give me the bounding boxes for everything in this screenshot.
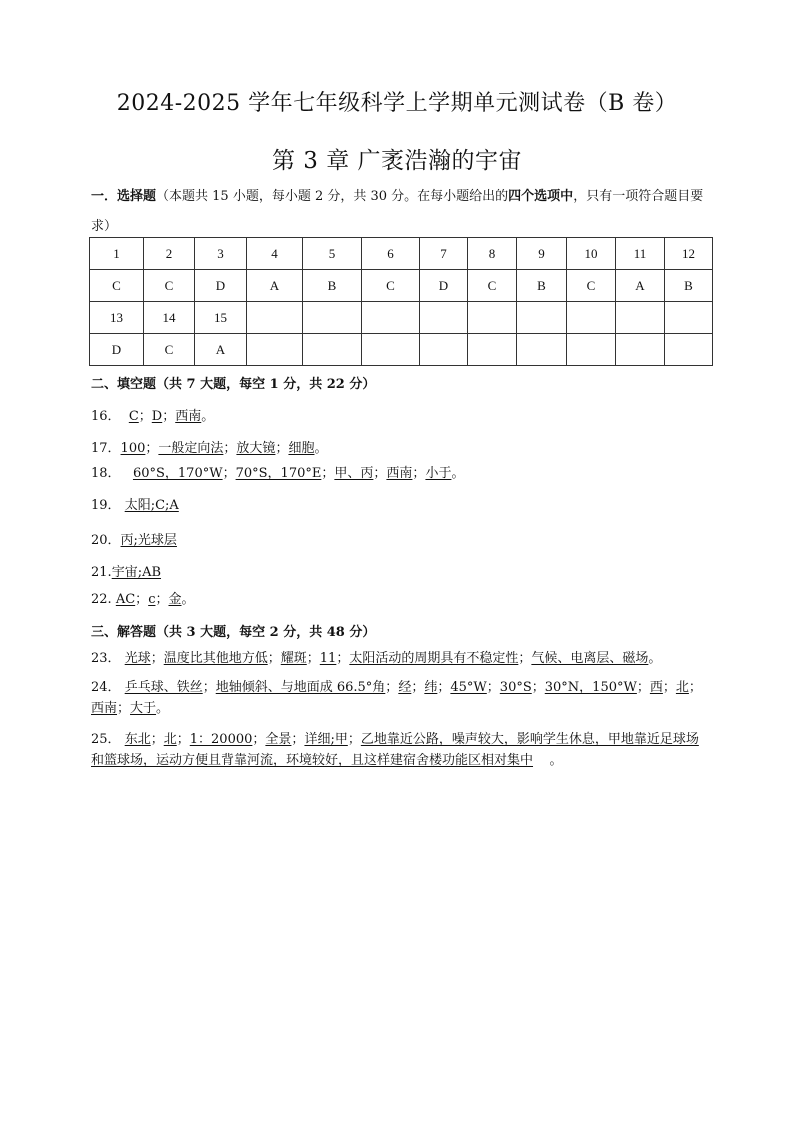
question-number: 16． [91, 409, 121, 424]
section-answer-heading: 三、解答题（共 3 大题，每空 2 分，共 48 分） [91, 625, 376, 640]
table-cell: B [303, 270, 362, 302]
question-number: 17． [91, 441, 121, 456]
question-number: 20． [91, 533, 121, 548]
answer-blank: AC [115, 592, 136, 607]
table-cell [420, 334, 468, 366]
table-cell [517, 334, 567, 366]
answer-blank: 乙地靠近公路，噪声较大，影响学生休息，甲地靠近足球场和篮球场，运动方便且背靠河流，环境较好，且这样建宿舍楼功能区相对集中 [91, 732, 699, 768]
table-cell: C [468, 270, 517, 302]
table-cell: 9 [517, 238, 567, 270]
table-cell: D [420, 270, 468, 302]
answer-blank: 太阳;C;A [124, 498, 179, 513]
table-cell: B [665, 270, 713, 302]
end-punct: 。 [156, 701, 170, 716]
question-23: 23． 光球；温度比其他地方低；耀斑；11；太阳活动的周期具有不稳定性；气候、电离层、磁场。 [91, 651, 662, 666]
answer-blank: 太阳活动的周期具有不稳定性 [349, 651, 519, 666]
answer-blank: 乒乓球、铁丝 [124, 680, 203, 695]
table-cell: A [195, 334, 247, 366]
table-cell [567, 302, 616, 334]
question-19 [91, 494, 179, 513]
table-cell: C [90, 270, 144, 302]
end-punct: 。 [451, 466, 465, 481]
table-cell: 1 [90, 238, 144, 270]
table-row [90, 238, 713, 270]
table-cell: 10 [567, 238, 616, 270]
answer-blank: 30°N，150°W [544, 680, 637, 695]
table-row [90, 334, 713, 366]
table-cell: 7 [420, 238, 468, 270]
section-desc-tail: ，只有一项符合题目要求） [91, 189, 704, 234]
table-cell [362, 302, 420, 334]
table-cell: 15 [195, 302, 247, 334]
table-cell: D [195, 270, 247, 302]
table-cell: 13 [90, 302, 144, 334]
answer-blank: 70°S，170°E [235, 466, 322, 481]
end-punct: 。 [314, 441, 328, 456]
answer-blank: 西 [649, 680, 663, 695]
question-number: 25． [91, 732, 121, 747]
section-desc: （本题共 15 小题，每小题 2 分，共 30 分。在每小题给出的 [156, 189, 509, 204]
table-cell: 3 [195, 238, 247, 270]
table-cell: B [517, 270, 567, 302]
answer-blank: C [128, 409, 139, 424]
question-number: 19． [91, 498, 121, 513]
question-18: 18． 60°S，170°W；70°S，170°E；甲、丙；西南；小于。 [91, 466, 465, 481]
table-cell [303, 302, 362, 334]
section-label: 一．选择题 [91, 189, 157, 204]
end-punct: 。 [181, 592, 195, 607]
answer-blank: 纬 [424, 680, 438, 695]
question-20 [91, 529, 177, 548]
section-desc-bold: 四个选项中 [508, 189, 574, 204]
table-cell: 14 [144, 302, 195, 334]
answer-blank: 细胞 [288, 441, 315, 456]
answer-blank: 详细;甲 [304, 732, 348, 747]
table-cell: 6 [362, 238, 420, 270]
answer-blank: 100 [120, 441, 146, 456]
answer-blank: 北 [163, 732, 177, 747]
question-number: 18． [91, 466, 121, 481]
table-cell: C [144, 334, 195, 366]
answer-blank: 西南 [386, 466, 413, 481]
question-number: 23． [91, 651, 121, 666]
answer-blank: 气候、电离层、磁场 [531, 651, 649, 666]
section-choice-heading [91, 182, 711, 242]
table-cell [616, 302, 665, 334]
table-cell [468, 334, 517, 366]
answer-blank: 甲、丙 [334, 466, 374, 481]
answer-blank: 宇宙;AB [111, 565, 162, 580]
page-title: 2024-2025 学年七年级科学上学期单元测试卷（B 卷） [116, 91, 678, 116]
answer-blank: 全景 [265, 732, 292, 747]
answer-blank: c [148, 592, 156, 607]
question-number: 21. [91, 565, 112, 580]
answer-blank: 一般定向法 [158, 441, 224, 456]
answer-blank: 1：20000 [189, 732, 253, 747]
chapter-title: 第 3 章 广袤浩瀚的宇宙 [271, 148, 523, 174]
answer-blank: D [151, 409, 163, 424]
table-cell [247, 302, 303, 334]
table-cell [665, 334, 713, 366]
section-fill-heading: 二、填空题（共 7 大题，每空 1 分，共 22 分） [91, 377, 376, 392]
answer-blank: 地轴倾斜、与地面成 66.5°角 [215, 680, 386, 695]
table-cell: 12 [665, 238, 713, 270]
answer-blank: 西南 [91, 701, 118, 716]
table-cell: A [616, 270, 665, 302]
end-punct: 。 [201, 409, 215, 424]
question-number: 24． [91, 680, 121, 695]
table-cell [468, 302, 517, 334]
answer-blank: 光球 [124, 651, 151, 666]
answer-blank: 北 [675, 680, 689, 695]
question-16: 16． C；D；西南。 [91, 409, 215, 424]
answer-blank: 丙;光球层 [120, 533, 177, 548]
table-cell: C [362, 270, 420, 302]
table-cell: C [567, 270, 616, 302]
table-cell [567, 334, 616, 366]
table-cell: A [247, 270, 303, 302]
answer-blank: 西南 [175, 409, 202, 424]
answer-blank: 放大镜 [236, 441, 276, 456]
question-17: 17．100；一般定向法；放大镜；细胞。 [91, 441, 328, 456]
table-cell: D [90, 334, 144, 366]
answer-blank: 大于 [130, 701, 157, 716]
answer-blank: 60°S，170°W [132, 466, 223, 481]
table-cell [362, 334, 420, 366]
table-cell [616, 334, 665, 366]
end-punct: 。 [648, 651, 662, 666]
answer-blank: 11 [319, 651, 337, 666]
table-cell: 5 [303, 238, 362, 270]
table-cell: 11 [616, 238, 665, 270]
answer-blank: 小于 [425, 466, 452, 481]
question-25: 25． 东北；北；1：20000；全景；详细;甲；乙地靠近公路，噪声较大，影响学生休息，甲地靠近足球场和篮球场，运动方便且背靠河流，环境较好，且这样建宿舍楼功能区相对集中 。 [91, 732, 699, 768]
choice-answer-table [89, 237, 713, 366]
table-row [90, 302, 713, 334]
table-cell: 2 [144, 238, 195, 270]
table-cell [665, 302, 713, 334]
table-cell: 8 [468, 238, 517, 270]
table-row [90, 270, 713, 302]
answer-blank: 经 [398, 680, 412, 695]
answer-blank: 东北 [124, 732, 151, 747]
table-cell [303, 334, 362, 366]
table-cell [420, 302, 468, 334]
question-24: 24． 乒乓球、铁丝；地轴倾斜、与地面成 66.5°角；经；纬；45°W；30°S；30°N，150°W；西；北；西南；大于。 [91, 680, 702, 716]
answer-blank: 45°W [450, 680, 487, 695]
end-punct: 。 [549, 753, 563, 768]
table-cell: C [144, 270, 195, 302]
table-cell [247, 334, 303, 366]
question-22: 22. AC；c；金。 [91, 592, 195, 607]
answer-blank: 耀斑 [280, 651, 307, 666]
question-21 [91, 561, 161, 580]
answer-blank: 30°S [499, 680, 532, 695]
answer-blank: 温度比其他地方低 [163, 651, 268, 666]
table-cell: 4 [247, 238, 303, 270]
table-cell [517, 302, 567, 334]
question-number: 22. [91, 592, 112, 607]
answer-blank: 金 [168, 592, 182, 607]
